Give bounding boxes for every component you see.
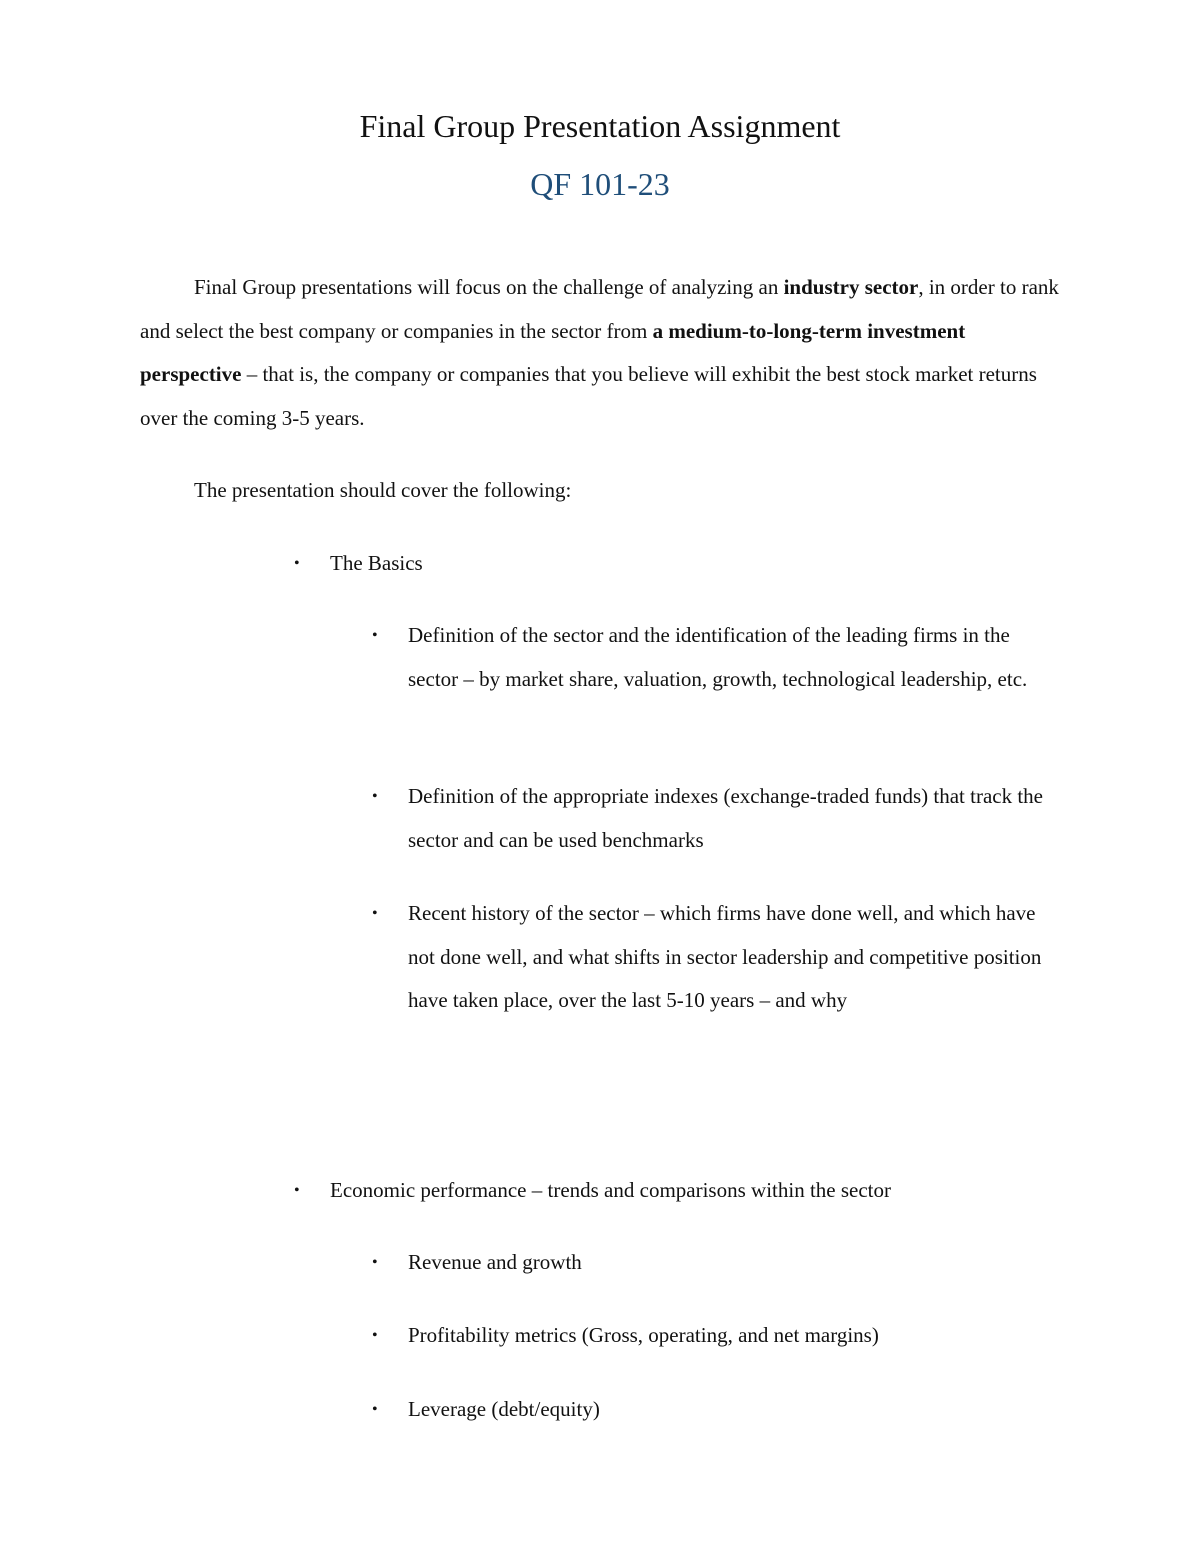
list-item-section-basics [294, 542, 1030, 586]
bullet-icon: • [372, 1401, 378, 1418]
intro-text-3: – that is, the company or companies that you believe will exhibit the best stock market returns over the coming 3-5 years. [140, 362, 1037, 430]
course-code: QF 101-23 [530, 166, 670, 202]
intro-paragraph [140, 266, 1060, 440]
list-item [372, 1241, 1058, 1285]
bullet-icon: • [372, 905, 378, 922]
bullet-icon: • [372, 627, 378, 644]
bullet-icon: • [372, 1254, 378, 1271]
list-item-text: Definition of the sector and the identification of the leading firms in the sector – by market share, valuation, growth, technological leadership, etc. [408, 623, 1028, 691]
list-item-text: Profitability metrics (Gross, operating, and net margins) [408, 1323, 879, 1347]
list-item [372, 892, 1058, 1023]
list-item-text: Revenue and growth [408, 1250, 582, 1274]
section-label: Economic performance – trends and comparisons within the sector [330, 1178, 891, 1202]
list-item [372, 614, 1058, 701]
intro-bold-1: industry sector [783, 275, 919, 299]
list-item-text: Recent history of the sector – which firms have done well, and which have not done well, and what shifts in sector leadership and competitive position have taken place, over the last 5-10 years – and why [408, 901, 1042, 1012]
list-item [372, 1314, 1058, 1358]
list-item [372, 775, 1058, 862]
bullet-icon: • [294, 1182, 300, 1199]
list-item-text: Leverage (debt/equity) [408, 1397, 600, 1421]
bullet-icon: • [294, 555, 300, 572]
bullet-icon: • [372, 788, 378, 805]
list-item-section-economic-performance [294, 1169, 1030, 1213]
coverage-intro: The presentation should cover the following: [194, 478, 572, 502]
intro-text-1: Final Group presentations will focus on the challenge of analyzing an [194, 275, 784, 299]
list-item-text: Definition of the appropriate indexes (exchange-traded funds) that track the sector and can be used benchmarks [408, 784, 1043, 852]
list-item [372, 1388, 1058, 1432]
intro-text-2: , in order to rank and select the best company or companies in the sector from [140, 275, 1059, 343]
page-title: Final Group Presentation Assignment [359, 108, 841, 144]
section-label: The Basics [330, 551, 423, 575]
intro-bold-2: a medium-to-long-term investment perspective [140, 318, 966, 386]
bullet-icon: • [372, 1327, 378, 1344]
